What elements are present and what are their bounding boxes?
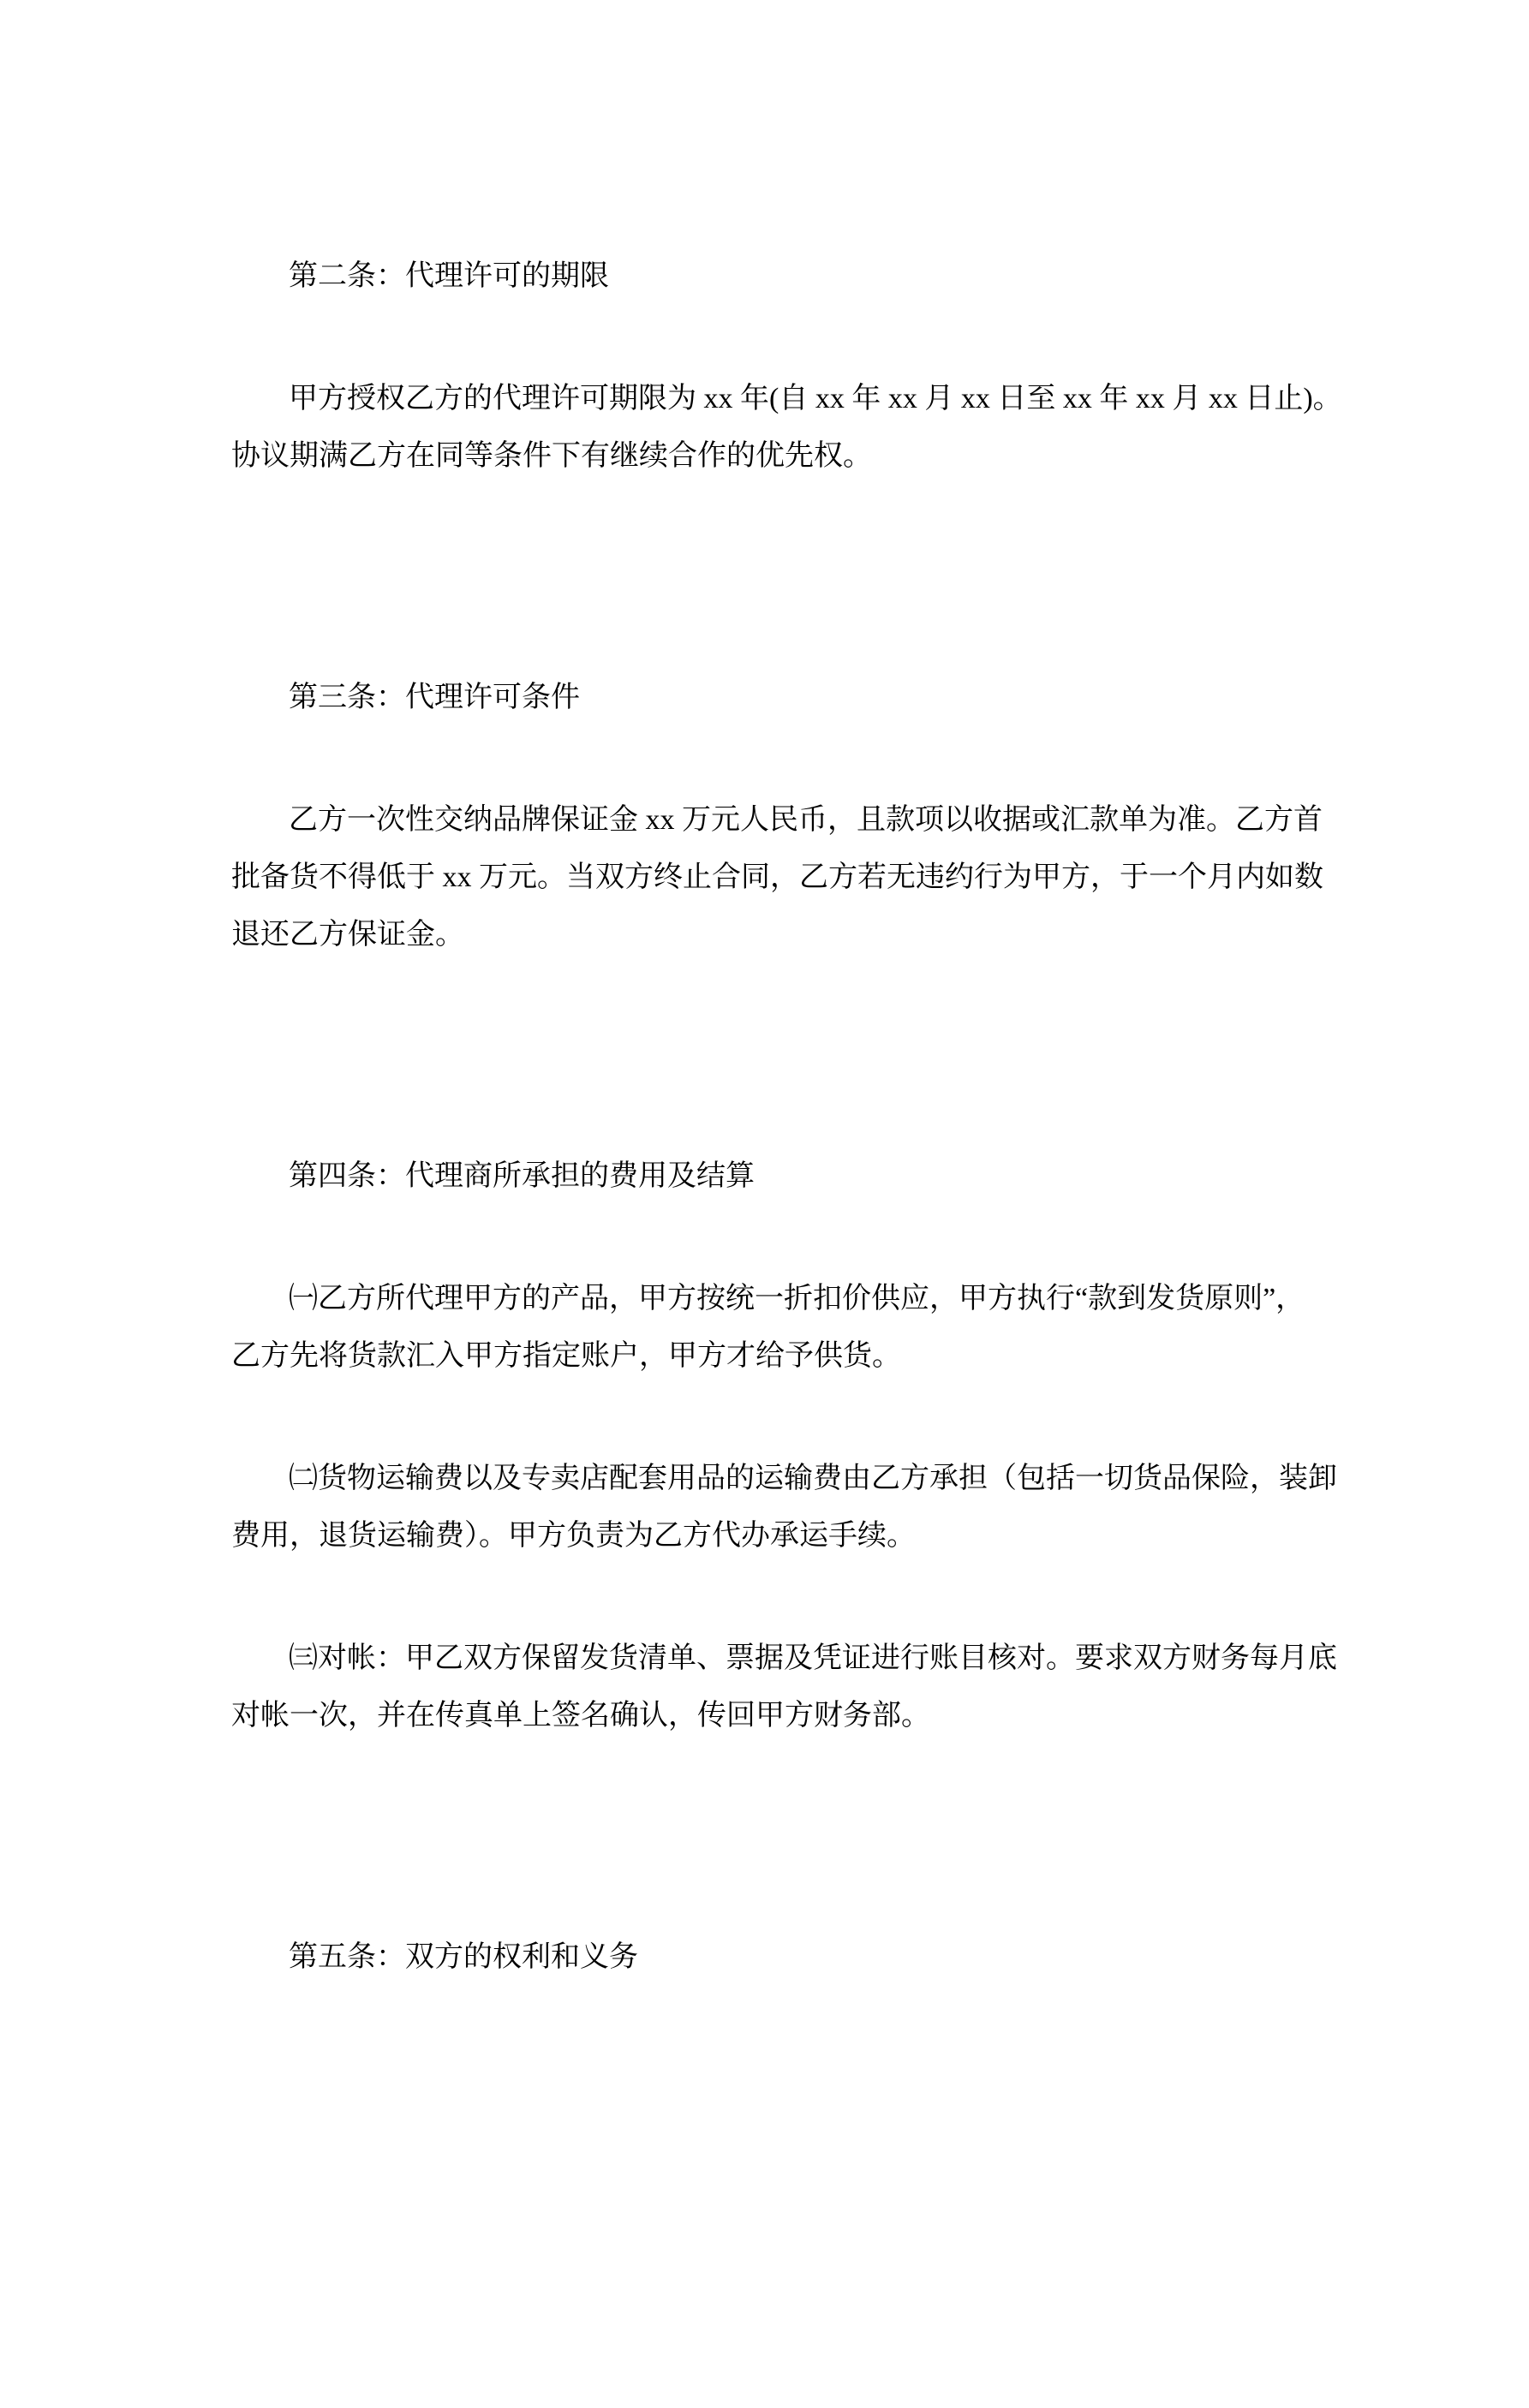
paragraph-line: 乙方一次性交纳品牌保证金 xx 万元人民币，且款项以收据或汇款单为准。乙方首 bbox=[289, 804, 1323, 836]
paragraph-line: 协议期满乙方在同等条件下有继续合作的优先权。 bbox=[231, 440, 872, 472]
contract-document-page bbox=[0, 247, 1529, 1986]
paragraph-line: 费用，退货运输费）。甲方负责为乙方代办承运手续。 bbox=[231, 1520, 916, 1552]
paragraph-line: 对帐一次，并在传真单上签名确认，传回甲方财务部。 bbox=[231, 1700, 930, 1731]
article-3-heading: 第三条：代理许可条件 bbox=[289, 682, 580, 713]
article-3-paragraph bbox=[231, 791, 1323, 963]
paragraph-line: ㈡货物运输费以及专卖店配套用品的运输费由乙方承担（包括一切货品保险，装卸 bbox=[289, 1463, 1337, 1494]
paragraph-line: 批备货不得低于 xx 万元。当双方终止合同，乙方若无违约行为甲方，于一个月内如数 bbox=[231, 861, 1323, 893]
article-4-heading-block bbox=[231, 1147, 1306, 1205]
article-2-heading: 第二条：代理许可的期限 bbox=[289, 260, 609, 292]
paragraph-line: 乙方先将货款汇入甲方指定账户，甲方才给予供货。 bbox=[231, 1340, 901, 1372]
article-5-heading-block bbox=[231, 1928, 1306, 1986]
article-4-item-3-paragraph bbox=[231, 1630, 1337, 1744]
article-3-heading-block bbox=[231, 669, 1306, 726]
paragraph-line: 退还乙方保证金。 bbox=[231, 919, 464, 951]
paragraph-line: 甲方授权乙方的代理许可期限为 xx 年(自 xx 年 xx 月 xx 日至 xx 年 xx 月 xx 日止)。 bbox=[289, 383, 1342, 414]
paragraph-line: ㈠乙方所代理甲方的产品，甲方按统一折扣价供应，甲方执行“款到发货原则”， bbox=[289, 1283, 1305, 1314]
article-2-paragraph bbox=[231, 370, 1342, 485]
article-4-item-2-paragraph bbox=[231, 1450, 1337, 1565]
paragraph-line: ㈢对帐：甲乙双方保留发货清单、票据及凭证进行账目核对。要求双方财务每月底 bbox=[289, 1642, 1337, 1674]
article-4-item-1-paragraph bbox=[231, 1270, 1306, 1385]
article-4-heading: 第四条：代理商所承担的费用及结算 bbox=[289, 1160, 755, 1192]
article-2-heading-block bbox=[231, 247, 1306, 305]
article-5-heading: 第五条：双方的权利和义务 bbox=[289, 1941, 638, 1973]
